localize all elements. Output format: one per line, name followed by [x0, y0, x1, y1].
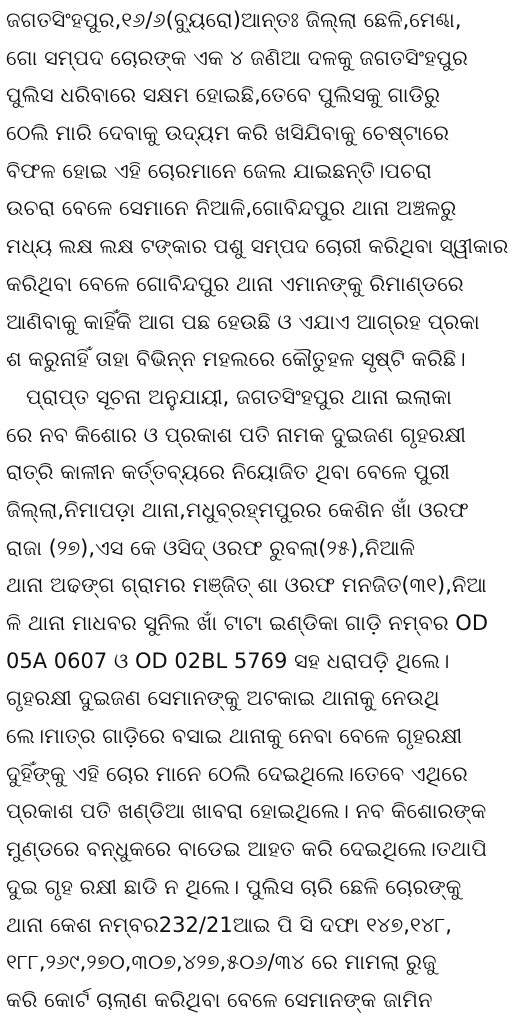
article-line: ଗୋ ସମ୍ପଦ ଚୋରଙ୍କ ଏକ ୪ ଜଣିଆ ଦଳକୁ ଜଗତସିଂହପୁର — [6, 45, 468, 70]
news-article-body — [6, 2, 520, 1022]
article-line: ମୁଣ୍ଡରେ ବନ୍ଧୁକରେ ବାଡେଇ ଆହତ କରି ଦେଇଥିଲେ।ତଥାପି — [6, 837, 488, 862]
article-line: ପ୍ରକାଶ ପତି ଖଣ୍ଡିଆ ଖାବରା ହୋଇଥିଲେ। ନବ କିଶୋରଙ୍କ — [6, 799, 487, 824]
article-line: ଦୁହିଁଙ୍କୁ ଏହି ଚୋର ମାନେ ଠେଲି ଦେଇଥିଲେ।ତେବେ ଏଥିରେ — [6, 761, 468, 786]
article-line: ରାତ୍ରି କାଳୀନ କର୍ତ୍ତବ୍ୟରେ ନିୟୋଜିତ ଥିବା ବେଳେ ପୁରୀ — [6, 460, 450, 485]
article-line: ଜଗତସିଂହପୁର,୧୬/୬(ବ୍ୟୁରୋ)ଆନ୍ତଃ ଜିଲ୍ଲା ଛେଳି,ମେଣ୍ଢା, — [6, 8, 462, 32]
article-line: ଠେଲି ମାରି ଦେବାକୁ ଉଦ୍ୟମ କରି ଖସିଯିବାକୁ ଚେଷ୍ଟାରେ — [6, 121, 449, 146]
article-line: ରେ ନବ କିଶୋର ଓ ପ୍ରକାଶ ପତି ନାମକ ଦୁଇଜଣ ଗୃହରକ୍ଷୀ — [6, 422, 466, 447]
article-line: ଆଣିବାକୁ କାହିଁକି ଆଗ ପଛ ହେଉଛି ଓ ଏଯାଏ ଆଗ୍ରହ ପ୍ରକା — [6, 309, 480, 334]
article-line: ୧୮୮,୨୬୯,୨୭୦,୩୦୭,୪୨୭,୫୦୬/୩୪ ରେ ମାମଲା ରୁଜୁ — [6, 950, 437, 975]
article-line: ଥାନା ଅଢଙ୍ଗ ଗ୍ରାମର ମଞ୍ଜିତ୍ ଶା ଓରଫ ମନଜିତ(୩୧),ନିଆ — [6, 573, 487, 598]
article-line: ମଧ୍ୟ ଲକ୍ଷ ଲକ୍ଷ ଟଙ୍କାର ପଶୁ ସମ୍ପଦ ଚୋରୀ କରିଥିବା ସ୍ୱୀକାର — [6, 234, 509, 259]
article-line: ପୁଲିସ ଧରିବାରେ ସକ୍ଷମ ହୋଇଛି,ତେବେ ପୁଲିସକୁ ଗାଡିରୁ — [6, 83, 441, 108]
article-line: ଗୃହରକ୍ଷୀ ଦୁଇଜଣ ସେମାନଙ୍କୁ ଅଟକାଇ ଥାନାକୁ ନେଉଥି — [6, 686, 440, 711]
article-line: ବିଫଳ ହୋଇ ଏହି ଚୋରମାନେ ଜେଲ ଯାଇଛନ୍ତି।ପଚରା — [6, 158, 432, 183]
article-line: ପ୍ରାପ୍ତ ସୂଚନା ଅନୁଯାୟୀ, ଜଗତସିଂହପୁର ଥାନା ଇଲାକା — [6, 384, 452, 409]
article-line: ଉଚରା ବେଳେ ସେମାନେ ନିଆଳି,ଗୋବିନ୍ଦପୁର ଥାନା ଅଞ୍ଚଳରୁ — [6, 196, 457, 221]
article-line: ରାଜା (୨୭),ଏସ କେ ଓସିଦ୍ ଓରଫ ରୁବଲା(୨୫),ନିଆଳି — [6, 535, 415, 560]
article-line: ଶ କରୁନାହିଁ ତାହା ବିଭିନ୍ନ ମହଲରେ କୌତୁହଳ ସୃଷ୍ଟି କରିଛି। — [6, 347, 466, 372]
article-line: ଳି ଥାନା ମାଧବର ସୁନିଲ ଖାଁ ଟାଟା ଇଣ୍ଡିକା ଗାଡ଼ି ନମ୍ବର OD — [6, 611, 488, 635]
article-line: ଥାନା କେଶ ନମ୍ବର232/21ଆଇ ପି ସି ଦଫା ୧୪୭,୧୪୮, — [6, 912, 452, 937]
article-line: ଜିଲ୍ଲା,ନିମାପଡ଼ା ଥାନା,ମଧୁବ୍ରହ୍ମପୁରର କେଶିନ ଖାଁ ଓରଫ — [6, 497, 469, 522]
article-line: 05A 0607 ଓ OD 02BL 5769 ସହ ଧରାପଡ଼ି ଥିଲେ। — [6, 648, 450, 673]
article-line: ଦୁଇ ଗୃହ ରକ୍ଷୀ ଛାଡି ନ ଥିଲେ। ପୁଲିସ ଚାରି ଛେଳି ଚୋରଙ୍କୁ — [6, 874, 462, 899]
article-line: କରିଥିବା ବେଳେ ଗୋବିନ୍ଦପୁର ଥାନା ଏମାନଙ୍କୁ ରିମାଣ୍ଡରେ — [6, 271, 464, 296]
article-line: କରି କୋର୍ଟ ଚାଲାଣ କରିଥିବା ବେଳେ ସେମାନଙ୍କ ଜାମିନ — [6, 987, 433, 1012]
article-line: ଲେ।ମାତ୍ର ଗାଡ଼ିରେ ବସାଇ ଥାନାକୁ ନେବା ବେଳେ ଗୃହରକ୍ଷୀ — [6, 724, 463, 749]
